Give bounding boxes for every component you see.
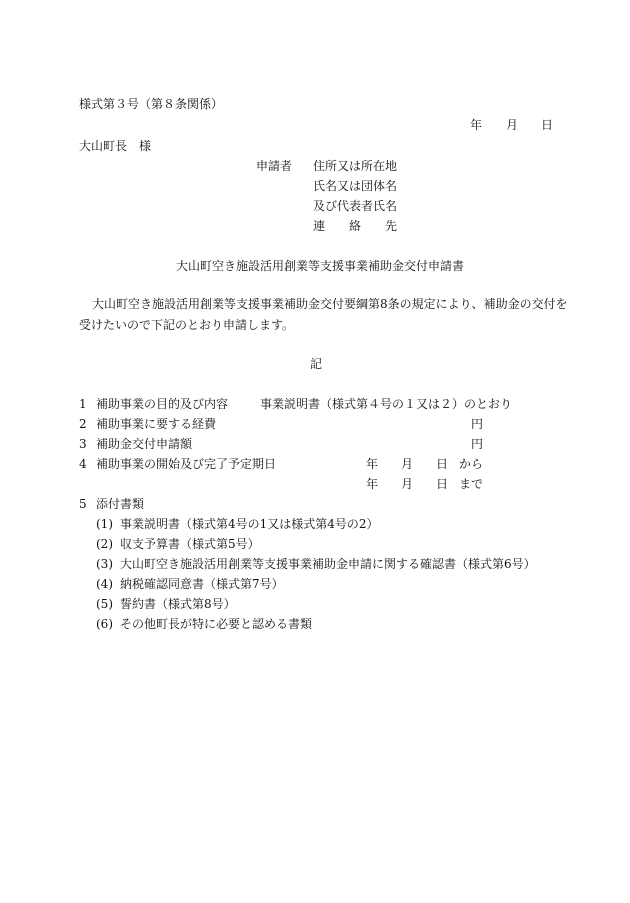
item-2-label: 補助事業に要する経費 [96,417,217,431]
item-4-start-suffix: から [459,457,484,471]
item-4-start-month: 月 [401,457,414,471]
item-3-unit: 円 [471,437,484,451]
item-4-start-year: 年 [366,457,379,471]
item-1-number: 1 [79,397,87,411]
date-year: 年 [470,118,483,132]
body-line-1: 大山町空き施設活用創業等支援事業補助金交付要綱第8条の規定により、補助金の交付を [92,297,568,311]
body-line-2: 受けたいので下記のとおり申請します。 [79,318,295,332]
attachment-6-text: その他町長が特に必要と認める書類 [120,617,313,631]
attachment-1-text: 事業説明書（様式第4号の1又は様式第4号の2） [120,517,379,531]
item-3-number: 3 [79,437,87,451]
date-month: 月 [506,118,519,132]
applicant-contact: 連 絡 先 [313,219,398,233]
attachment-3-text: 大山町空き施設活用創業等支援事業補助金申請に関する確認書（様式第6号） [120,557,536,571]
item-2-number: 2 [79,417,87,431]
item-4-end-year: 年 [366,477,379,491]
attachment-1-number: (1) [96,517,113,531]
document-title: 大山町空き施設活用創業等支援事業補助金交付申請書 [176,259,465,273]
item-4-number: 4 [79,457,87,471]
item-4-label: 補助事業の開始及び完了予定期日 [96,457,277,471]
item-4-end-suffix: まで [459,477,484,491]
item-4-end-month: 月 [401,477,414,491]
attachment-5-number: (5) [96,597,113,611]
attachment-3-number: (3) [96,557,113,571]
ki-heading: 記 [310,357,323,371]
item-1-value: 事業説明書（様式第４号の１又は２）のとおり [260,397,513,411]
applicant-address: 住所又は所在地 [313,159,398,173]
item-5-label: 添付書類 [96,497,145,511]
item-5-number: 5 [79,497,87,511]
applicant-label: 申請者 [256,159,293,173]
item-4-start-day: 日 [436,457,449,471]
item-2-unit: 円 [471,417,484,431]
attachment-5-text: 誓約書（様式第8号） [120,597,236,611]
date-day: 日 [541,118,554,132]
applicant-name: 氏名又は団体名 [313,179,398,193]
item-1-label: 補助事業の目的及び内容 [96,397,229,411]
addressee: 大山町長 様 [79,139,152,153]
attachment-4-number: (4) [96,577,113,591]
attachment-4-text: 納税確認同意書（様式第7号） [120,577,284,591]
attachment-6-number: (6) [96,617,113,631]
item-4-end-day: 日 [436,477,449,491]
applicant-representative: 及び代表者氏名 [313,199,398,213]
attachment-2-text: 収支予算書（様式第5号） [120,537,260,551]
form-number: 様式第３号（第８条関係） [79,97,224,111]
attachment-2-number: (2) [96,537,113,551]
item-3-label: 補助金交付申請額 [96,437,193,451]
